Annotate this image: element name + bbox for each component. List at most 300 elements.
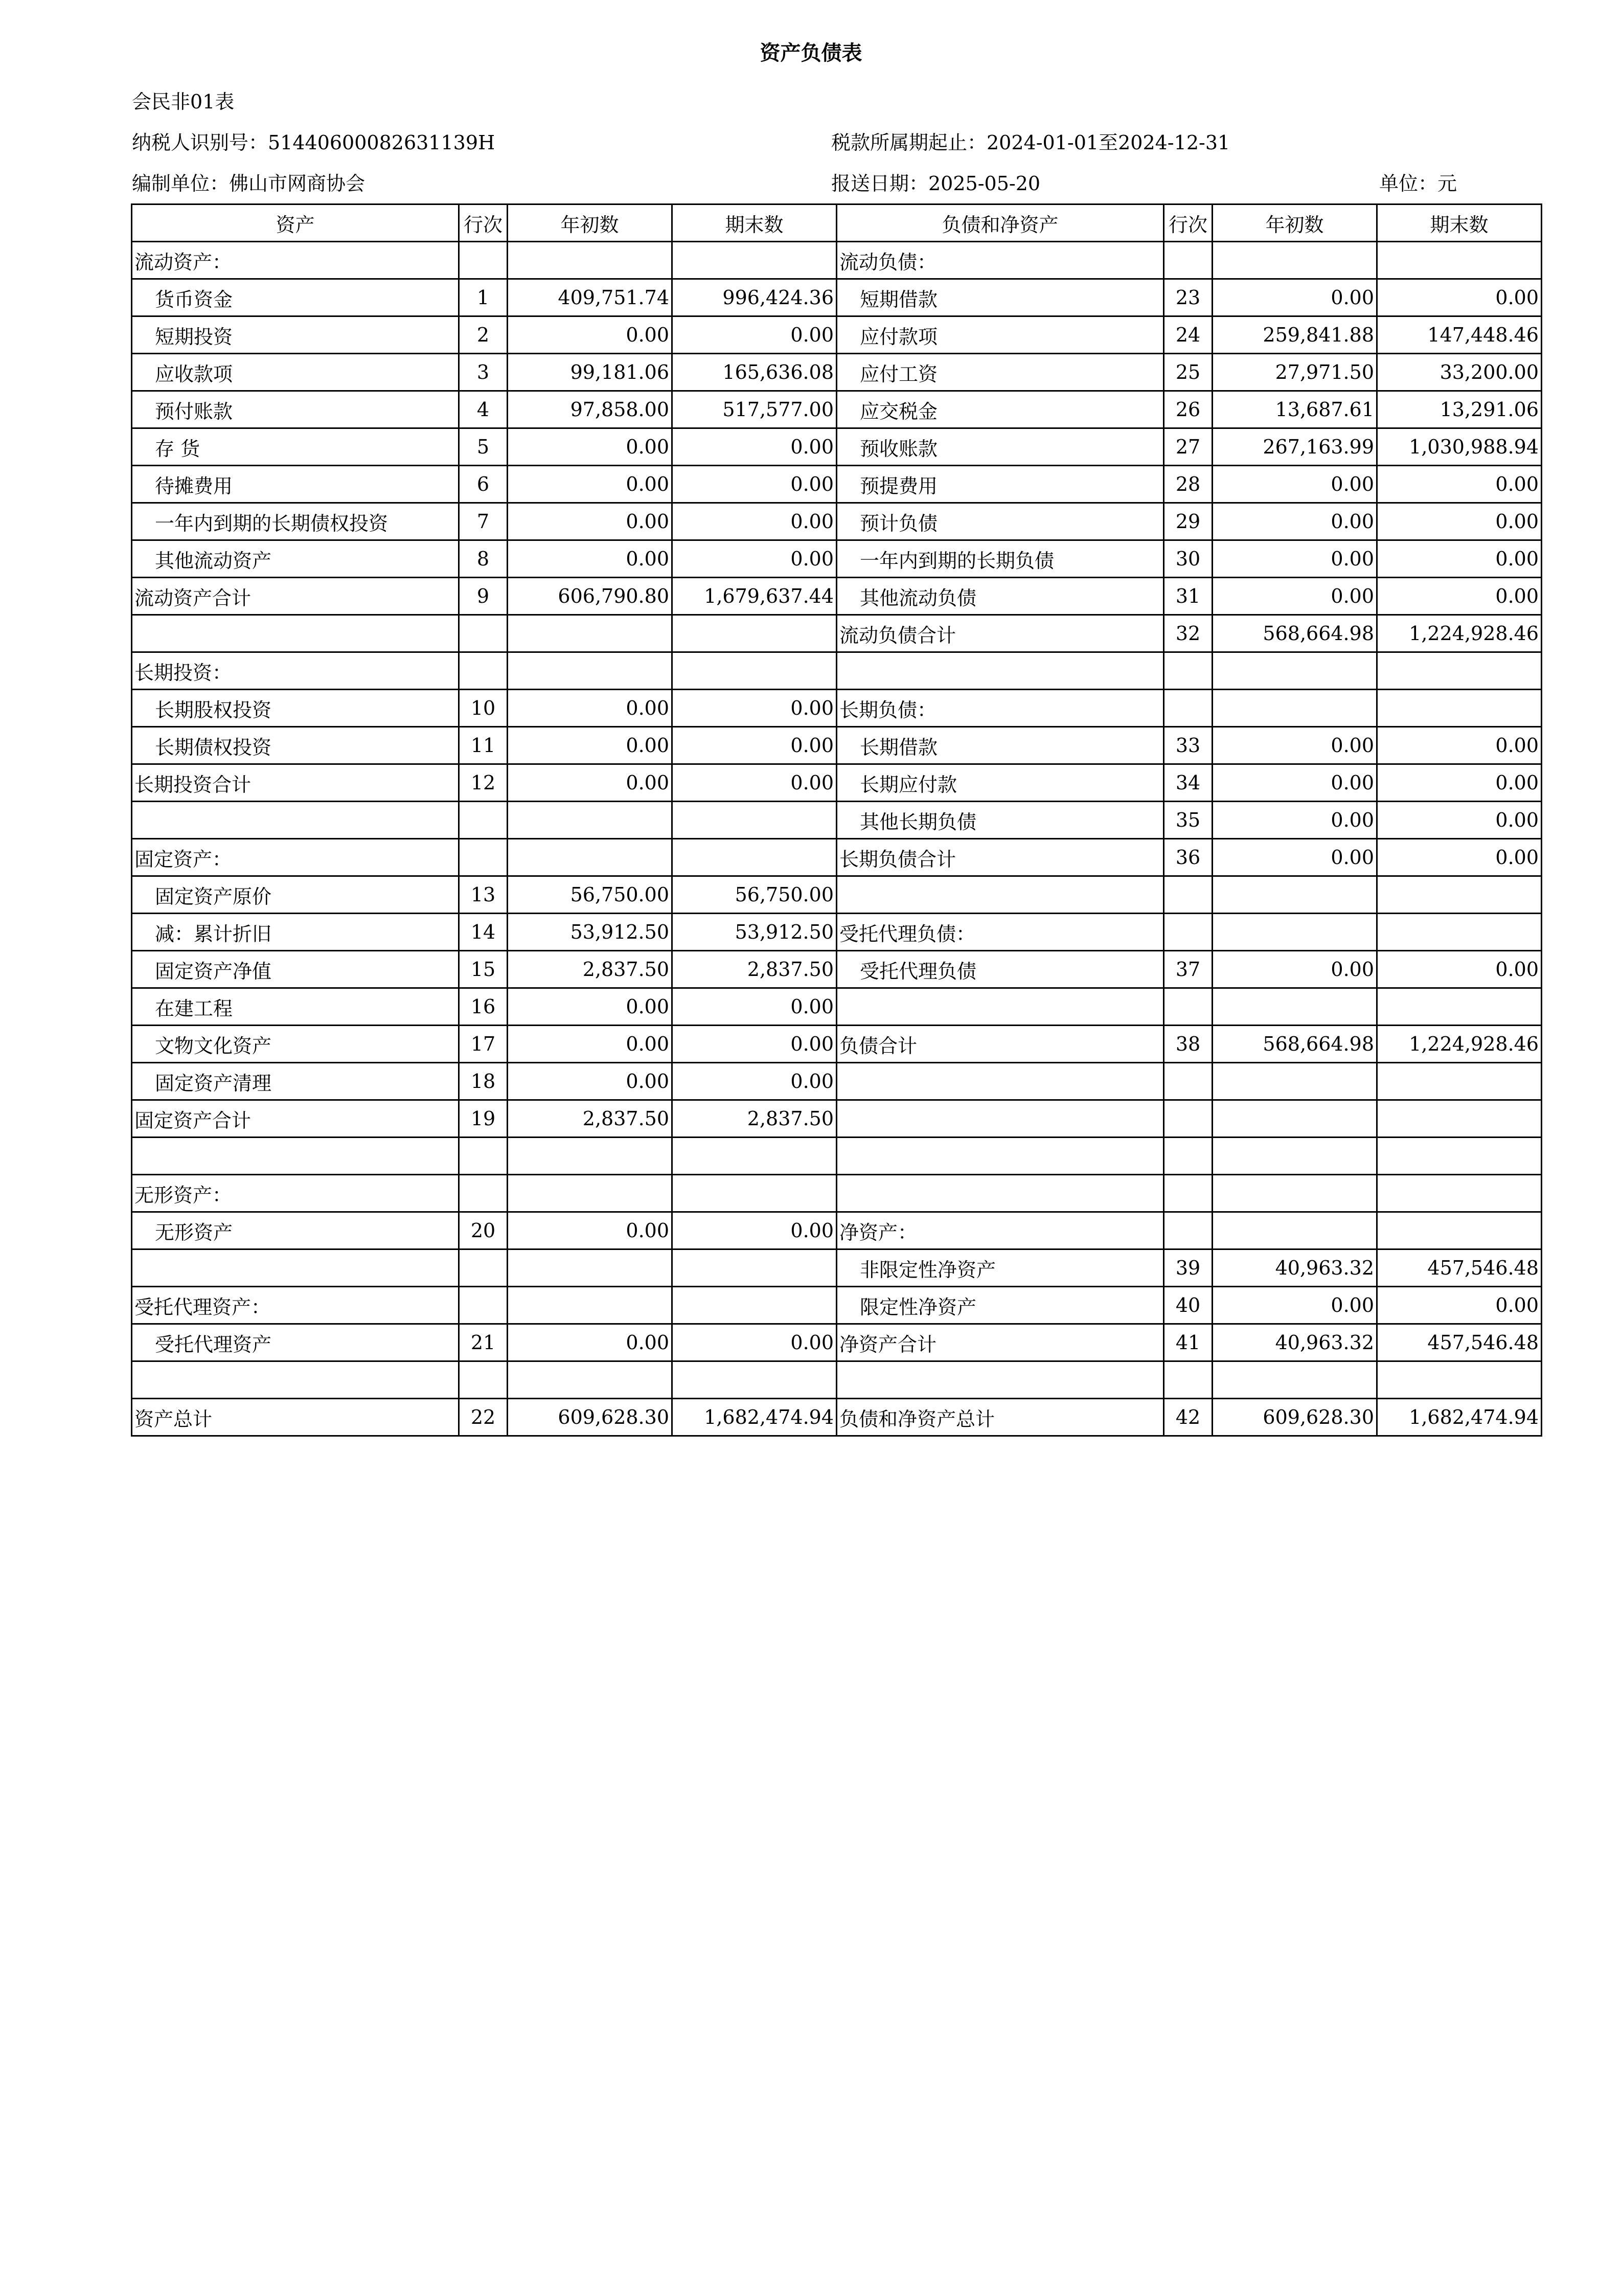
liab-line-cell: 41 xyxy=(1164,1324,1213,1361)
asset-name-cell: 固定资产清理 xyxy=(132,1063,459,1100)
asset-end-cell: 1,679,637.44 xyxy=(672,578,837,615)
liab-line-cell: 35 xyxy=(1164,802,1213,839)
asset-name-cell: 一年内到期的长期债权投资 xyxy=(132,503,459,540)
liab-begin-cell: 0.00 xyxy=(1213,802,1377,839)
asset-begin-cell: 0.00 xyxy=(508,764,672,802)
asset-line-cell: 12 xyxy=(459,764,508,802)
liab-line-cell: 36 xyxy=(1164,839,1213,876)
liab-end-cell: 0.00 xyxy=(1377,578,1542,615)
liab-begin-cell: 0.00 xyxy=(1213,839,1377,876)
asset-begin-cell: 97,858.00 xyxy=(508,391,672,428)
table-row xyxy=(132,1026,1542,1063)
asset-end-cell xyxy=(672,1249,837,1287)
liab-begin-cell: 259,841.88 xyxy=(1213,316,1377,354)
asset-begin-cell: 0.00 xyxy=(508,1212,672,1249)
asset-name-cell: 存 货 xyxy=(132,428,459,466)
table-row xyxy=(132,652,1542,690)
liab-line-cell: 29 xyxy=(1164,503,1213,540)
liab-name-cell: 受托代理负债： xyxy=(837,914,1164,951)
asset-begin-cell xyxy=(508,1138,672,1175)
liab-name-cell: 预计负债 xyxy=(837,503,1164,540)
table-row xyxy=(132,1324,1542,1361)
asset-end-cell: 0.00 xyxy=(672,540,837,578)
liab-name-cell: 长期负债： xyxy=(837,690,1164,727)
asset-line-cell: 3 xyxy=(459,354,508,391)
asset-begin-cell: 0.00 xyxy=(508,988,672,1026)
liab-name-cell xyxy=(837,988,1164,1026)
asset-end-cell: 1,682,474.94 xyxy=(672,1399,837,1436)
table-row xyxy=(132,1212,1542,1249)
liab-name-cell xyxy=(837,1175,1164,1212)
asset-name-cell: 减：累计折旧 xyxy=(132,914,459,951)
asset-begin-cell: 0.00 xyxy=(508,1324,672,1361)
asset-begin-cell xyxy=(508,652,672,690)
asset-line-cell xyxy=(459,802,508,839)
liab-line-cell xyxy=(1164,1138,1213,1175)
liab-line-cell: 42 xyxy=(1164,1399,1213,1436)
asset-name-cell xyxy=(132,615,459,652)
liab-line-cell xyxy=(1164,242,1213,279)
asset-end-cell: 0.00 xyxy=(672,503,837,540)
table-row xyxy=(132,279,1542,316)
liab-line-cell xyxy=(1164,1063,1213,1100)
asset-name-cell xyxy=(132,802,459,839)
asset-end-cell: 996,424.36 xyxy=(672,279,837,316)
asset-end-cell: 0.00 xyxy=(672,727,837,764)
asset-name-cell: 固定资产原价 xyxy=(132,876,459,914)
liab-begin-cell: 0.00 xyxy=(1213,540,1377,578)
asset-begin-cell xyxy=(508,1361,672,1399)
asset-begin-cell xyxy=(508,242,672,279)
liab-name-cell xyxy=(837,1361,1164,1399)
liab-name-cell: 预提费用 xyxy=(837,466,1164,503)
asset-name-cell: 长期股权投资 xyxy=(132,690,459,727)
header-line: 行次 xyxy=(459,204,508,242)
asset-begin-cell: 0.00 xyxy=(508,1063,672,1100)
liab-end-cell: 1,682,474.94 xyxy=(1377,1399,1542,1436)
liab-name-cell xyxy=(837,652,1164,690)
liab-end-cell: 13,291.06 xyxy=(1377,391,1542,428)
asset-end-cell xyxy=(672,1287,837,1324)
liab-name-cell: 短期借款 xyxy=(837,279,1164,316)
asset-line-cell xyxy=(459,1249,508,1287)
liab-line-cell: 25 xyxy=(1164,354,1213,391)
liab-begin-cell xyxy=(1213,1175,1377,1212)
liab-begin-cell: 27,971.50 xyxy=(1213,354,1377,391)
liab-end-cell: 457,546.48 xyxy=(1377,1324,1542,1361)
header-end2: 期末数 xyxy=(1377,204,1542,242)
asset-name-cell: 在建工程 xyxy=(132,988,459,1026)
asset-begin-cell: 0.00 xyxy=(508,540,672,578)
asset-begin-cell: 56,750.00 xyxy=(508,876,672,914)
liab-name-cell: 流动负债： xyxy=(837,242,1164,279)
asset-end-cell xyxy=(672,652,837,690)
asset-line-cell xyxy=(459,615,508,652)
liab-begin-cell xyxy=(1213,1100,1377,1138)
asset-line-cell xyxy=(459,1361,508,1399)
asset-end-cell: 0.00 xyxy=(672,764,837,802)
asset-name-cell: 无形资产 xyxy=(132,1212,459,1249)
asset-end-cell: 0.00 xyxy=(672,1063,837,1100)
asset-line-cell: 22 xyxy=(459,1399,508,1436)
asset-begin-cell xyxy=(508,1249,672,1287)
liab-end-cell: 0.00 xyxy=(1377,1287,1542,1324)
liab-end-cell xyxy=(1377,1361,1542,1399)
asset-end-cell: 0.00 xyxy=(672,690,837,727)
liab-name-cell: 非限定性净资产 xyxy=(837,1249,1164,1287)
asset-begin-cell: 0.00 xyxy=(508,316,672,354)
liab-begin-cell xyxy=(1213,876,1377,914)
asset-name-cell: 其他流动资产 xyxy=(132,540,459,578)
liab-name-cell: 负债合计 xyxy=(837,1026,1164,1063)
asset-line-cell: 17 xyxy=(459,1026,508,1063)
tax-period: 税款所属期起止：2024-01-01至2024-12-31 xyxy=(831,131,1230,154)
liab-line-cell: 38 xyxy=(1164,1026,1213,1063)
asset-begin-cell xyxy=(508,615,672,652)
liab-end-cell: 0.00 xyxy=(1377,802,1542,839)
header-row xyxy=(132,204,1542,242)
asset-end-cell: 2,837.50 xyxy=(672,951,837,988)
liab-begin-cell xyxy=(1213,652,1377,690)
asset-begin-cell: 0.00 xyxy=(508,690,672,727)
asset-name-cell: 流动资产合计 xyxy=(132,578,459,615)
table-row xyxy=(132,242,1542,279)
liab-line-cell: 27 xyxy=(1164,428,1213,466)
asset-name-cell: 资产总计 xyxy=(132,1399,459,1436)
table-row xyxy=(132,1138,1542,1175)
liab-end-cell xyxy=(1377,876,1542,914)
liab-begin-cell xyxy=(1213,1361,1377,1399)
liab-end-cell xyxy=(1377,690,1542,727)
asset-begin-cell: 606,790.80 xyxy=(508,578,672,615)
liab-end-cell: 0.00 xyxy=(1377,466,1542,503)
liab-end-cell: 0.00 xyxy=(1377,503,1542,540)
liab-end-cell: 457,546.48 xyxy=(1377,1249,1542,1287)
asset-line-cell xyxy=(459,1138,508,1175)
asset-name-cell xyxy=(132,1138,459,1175)
asset-end-cell: 165,636.08 xyxy=(672,354,837,391)
header-end: 期末数 xyxy=(672,204,837,242)
liab-line-cell: 32 xyxy=(1164,615,1213,652)
asset-end-cell xyxy=(672,242,837,279)
form-code: 会民非01表 xyxy=(132,90,235,113)
liab-end-cell xyxy=(1377,1063,1542,1100)
liab-line-cell: 33 xyxy=(1164,727,1213,764)
liab-name-cell xyxy=(837,876,1164,914)
liab-begin-cell: 568,664.98 xyxy=(1213,615,1377,652)
header-liab: 负债和净资产 xyxy=(837,204,1164,242)
asset-end-cell xyxy=(672,802,837,839)
liab-end-cell: 0.00 xyxy=(1377,540,1542,578)
asset-line-cell: 11 xyxy=(459,727,508,764)
table-row xyxy=(132,540,1542,578)
table-row xyxy=(132,1287,1542,1324)
table-row xyxy=(132,727,1542,764)
liab-name-cell: 长期应付款 xyxy=(837,764,1164,802)
header-asset: 资产 xyxy=(132,204,459,242)
table-row xyxy=(132,1361,1542,1399)
liab-name-cell xyxy=(837,1063,1164,1100)
table-row xyxy=(132,690,1542,727)
liab-name-cell xyxy=(837,1100,1164,1138)
asset-end-cell: 0.00 xyxy=(672,1026,837,1063)
liab-name-cell: 净资产： xyxy=(837,1212,1164,1249)
liab-name-cell: 一年内到期的长期负债 xyxy=(837,540,1164,578)
asset-line-cell: 18 xyxy=(459,1063,508,1100)
liab-line-cell: 30 xyxy=(1164,540,1213,578)
asset-end-cell xyxy=(672,1361,837,1399)
table-row xyxy=(132,988,1542,1026)
asset-line-cell: 19 xyxy=(459,1100,508,1138)
liab-line-cell xyxy=(1164,1212,1213,1249)
asset-begin-cell: 409,751.74 xyxy=(508,279,672,316)
liab-begin-cell xyxy=(1213,988,1377,1026)
table-row xyxy=(132,354,1542,391)
liab-end-cell: 1,224,928.46 xyxy=(1377,1026,1542,1063)
liab-line-cell xyxy=(1164,690,1213,727)
asset-name-cell: 文物文化资产 xyxy=(132,1026,459,1063)
liab-line-cell xyxy=(1164,876,1213,914)
liab-end-cell xyxy=(1377,988,1542,1026)
table-row xyxy=(132,578,1542,615)
asset-name-cell xyxy=(132,1361,459,1399)
asset-name-cell: 短期投资 xyxy=(132,316,459,354)
table-row xyxy=(132,914,1542,951)
asset-begin-cell: 99,181.06 xyxy=(508,354,672,391)
asset-name-cell: 预付账款 xyxy=(132,391,459,428)
liab-line-cell: 34 xyxy=(1164,764,1213,802)
asset-end-cell: 0.00 xyxy=(672,1324,837,1361)
liab-end-cell xyxy=(1377,652,1542,690)
asset-line-cell: 10 xyxy=(459,690,508,727)
table-row xyxy=(132,1063,1542,1100)
liab-name-cell: 净资产合计 xyxy=(837,1324,1164,1361)
asset-end-cell: 0.00 xyxy=(672,1212,837,1249)
liab-begin-cell xyxy=(1213,242,1377,279)
liab-name-cell: 应付工资 xyxy=(837,354,1164,391)
asset-line-cell: 14 xyxy=(459,914,508,951)
liab-begin-cell: 40,963.32 xyxy=(1213,1249,1377,1287)
table-row xyxy=(132,1175,1542,1212)
header-begin: 年初数 xyxy=(508,204,672,242)
asset-end-cell: 517,577.00 xyxy=(672,391,837,428)
asset-line-cell xyxy=(459,1287,508,1324)
liab-name-cell: 其他流动负债 xyxy=(837,578,1164,615)
table-row xyxy=(132,391,1542,428)
asset-line-cell: 13 xyxy=(459,876,508,914)
asset-name-cell: 无形资产： xyxy=(132,1175,459,1212)
liab-end-cell: 0.00 xyxy=(1377,839,1542,876)
liab-end-cell xyxy=(1377,242,1542,279)
liab-begin-cell: 40,963.32 xyxy=(1213,1324,1377,1361)
table-row xyxy=(132,839,1542,876)
liab-begin-cell: 0.00 xyxy=(1213,279,1377,316)
liab-line-cell xyxy=(1164,1175,1213,1212)
liab-end-cell xyxy=(1377,1175,1542,1212)
liab-line-cell xyxy=(1164,1361,1213,1399)
asset-end-cell xyxy=(672,839,837,876)
liab-line-cell xyxy=(1164,914,1213,951)
asset-end-cell: 0.00 xyxy=(672,428,837,466)
liab-name-cell: 其他长期负债 xyxy=(837,802,1164,839)
liab-begin-cell xyxy=(1213,690,1377,727)
liab-end-cell xyxy=(1377,1138,1542,1175)
liab-line-cell: 31 xyxy=(1164,578,1213,615)
asset-name-cell: 长期投资合计 xyxy=(132,764,459,802)
asset-begin-cell: 0.00 xyxy=(508,503,672,540)
asset-begin-cell xyxy=(508,1287,672,1324)
asset-begin-cell: 0.00 xyxy=(508,428,672,466)
asset-end-cell: 0.00 xyxy=(672,466,837,503)
asset-line-cell: 20 xyxy=(459,1212,508,1249)
liab-begin-cell: 267,163.99 xyxy=(1213,428,1377,466)
asset-line-cell: 4 xyxy=(459,391,508,428)
table-row xyxy=(132,1100,1542,1138)
asset-name-cell: 固定资产合计 xyxy=(132,1100,459,1138)
liab-line-cell: 37 xyxy=(1164,951,1213,988)
unit-name: 编制单位：佛山市网商协会 xyxy=(132,172,365,195)
liab-begin-cell: 0.00 xyxy=(1213,727,1377,764)
asset-line-cell: 1 xyxy=(459,279,508,316)
table-row xyxy=(132,876,1542,914)
liab-begin-cell: 13,687.61 xyxy=(1213,391,1377,428)
asset-name-cell: 流动资产： xyxy=(132,242,459,279)
asset-begin-cell xyxy=(508,839,672,876)
balance-sheet-table xyxy=(131,203,1542,1437)
taxpayer-id: 纳税人识别号：5144060008263113​9H xyxy=(132,131,495,154)
asset-begin-cell: 0.00 xyxy=(508,466,672,503)
asset-name-cell: 待摊费用 xyxy=(132,466,459,503)
asset-end-cell xyxy=(672,1138,837,1175)
asset-name-cell: 固定资产净值 xyxy=(132,951,459,988)
liab-name-cell: 限定性净资产 xyxy=(837,1287,1164,1324)
header-line2: 行次 xyxy=(1164,204,1213,242)
liab-begin-cell: 568,664.98 xyxy=(1213,1026,1377,1063)
liab-name-cell xyxy=(837,1138,1164,1175)
asset-begin-cell xyxy=(508,1175,672,1212)
asset-line-cell: 2 xyxy=(459,316,508,354)
liab-name-cell: 负债和净资产总计 xyxy=(837,1399,1164,1436)
table-row xyxy=(132,428,1542,466)
asset-begin-cell: 2,837.50 xyxy=(508,951,672,988)
table-row xyxy=(132,316,1542,354)
table-row xyxy=(132,466,1542,503)
asset-line-cell: 6 xyxy=(459,466,508,503)
liab-line-cell: 26 xyxy=(1164,391,1213,428)
liab-end-cell: 1,030,988.94 xyxy=(1377,428,1542,466)
table-row xyxy=(132,764,1542,802)
liab-name-cell: 应付款项 xyxy=(837,316,1164,354)
liab-name-cell: 长期借款 xyxy=(837,727,1164,764)
table-row xyxy=(132,1249,1542,1287)
liab-begin-cell xyxy=(1213,914,1377,951)
asset-end-cell: 53,912.50 xyxy=(672,914,837,951)
liab-begin-cell xyxy=(1213,1138,1377,1175)
asset-name-cell: 长期投资： xyxy=(132,652,459,690)
asset-end-cell xyxy=(672,615,837,652)
page-title: 资产负债表 xyxy=(760,41,862,65)
asset-line-cell xyxy=(459,242,508,279)
liab-end-cell: 0.00 xyxy=(1377,764,1542,802)
liab-begin-cell: 0.00 xyxy=(1213,1287,1377,1324)
liab-end-cell: 0.00 xyxy=(1377,727,1542,764)
asset-line-cell: 9 xyxy=(459,578,508,615)
asset-line-cell: 15 xyxy=(459,951,508,988)
asset-end-cell: 0.00 xyxy=(672,988,837,1026)
liab-line-cell: 28 xyxy=(1164,466,1213,503)
asset-end-cell xyxy=(672,1175,837,1212)
liab-end-cell xyxy=(1377,914,1542,951)
liab-end-cell xyxy=(1377,1100,1542,1138)
liab-name-cell: 受托代理负债 xyxy=(837,951,1164,988)
report-date: 报送日期：2025-05-20 xyxy=(831,172,1041,195)
liab-end-cell xyxy=(1377,1212,1542,1249)
liab-name-cell: 应交税金 xyxy=(837,391,1164,428)
liab-begin-cell: 0.00 xyxy=(1213,503,1377,540)
asset-end-cell: 56,750.00 xyxy=(672,876,837,914)
liab-line-cell xyxy=(1164,652,1213,690)
asset-line-cell xyxy=(459,1175,508,1212)
asset-name-cell xyxy=(132,1249,459,1287)
liab-end-cell: 1,224,928.46 xyxy=(1377,615,1542,652)
liab-end-cell: 33,200.00 xyxy=(1377,354,1542,391)
asset-begin-cell: 609,628.30 xyxy=(508,1399,672,1436)
currency-unit: 单位：元 xyxy=(1379,172,1457,195)
asset-begin-cell: 53,912.50 xyxy=(508,914,672,951)
liab-begin-cell xyxy=(1213,1212,1377,1249)
asset-begin-cell: 2,837.50 xyxy=(508,1100,672,1138)
table-row xyxy=(132,615,1542,652)
header-begin2: 年初数 xyxy=(1213,204,1377,242)
liab-line-cell: 39 xyxy=(1164,1249,1213,1287)
liab-line-cell: 23 xyxy=(1164,279,1213,316)
liab-name-cell: 流动负债合计 xyxy=(837,615,1164,652)
liab-name-cell: 长期负债合计 xyxy=(837,839,1164,876)
liab-end-cell: 0.00 xyxy=(1377,951,1542,988)
asset-line-cell xyxy=(459,839,508,876)
asset-line-cell xyxy=(459,652,508,690)
liab-end-cell: 147,448.46 xyxy=(1377,316,1542,354)
liab-begin-cell: 609,628.30 xyxy=(1213,1399,1377,1436)
liab-line-cell: 24 xyxy=(1164,316,1213,354)
liab-begin-cell: 0.00 xyxy=(1213,578,1377,615)
liab-line-cell xyxy=(1164,988,1213,1026)
asset-name-cell: 受托代理资产 xyxy=(132,1324,459,1361)
asset-line-cell: 5 xyxy=(459,428,508,466)
asset-line-cell: 8 xyxy=(459,540,508,578)
liab-name-cell: 预收账款 xyxy=(837,428,1164,466)
liab-line-cell: 40 xyxy=(1164,1287,1213,1324)
asset-line-cell: 21 xyxy=(459,1324,508,1361)
table-row xyxy=(132,503,1542,540)
asset-begin-cell xyxy=(508,802,672,839)
asset-line-cell: 7 xyxy=(459,503,508,540)
asset-end-cell: 2,837.50 xyxy=(672,1100,837,1138)
asset-name-cell: 受托代理资产： xyxy=(132,1287,459,1324)
liab-line-cell xyxy=(1164,1100,1213,1138)
asset-name-cell: 长期债权投资 xyxy=(132,727,459,764)
table-row xyxy=(132,1399,1542,1436)
table-row xyxy=(132,951,1542,988)
liab-begin-cell xyxy=(1213,1063,1377,1100)
asset-end-cell: 0.00 xyxy=(672,316,837,354)
asset-line-cell: 16 xyxy=(459,988,508,1026)
asset-name-cell: 固定资产： xyxy=(132,839,459,876)
asset-name-cell: 应收款项 xyxy=(132,354,459,391)
asset-name-cell: 货币资金 xyxy=(132,279,459,316)
liab-begin-cell: 0.00 xyxy=(1213,951,1377,988)
asset-begin-cell: 0.00 xyxy=(508,1026,672,1063)
